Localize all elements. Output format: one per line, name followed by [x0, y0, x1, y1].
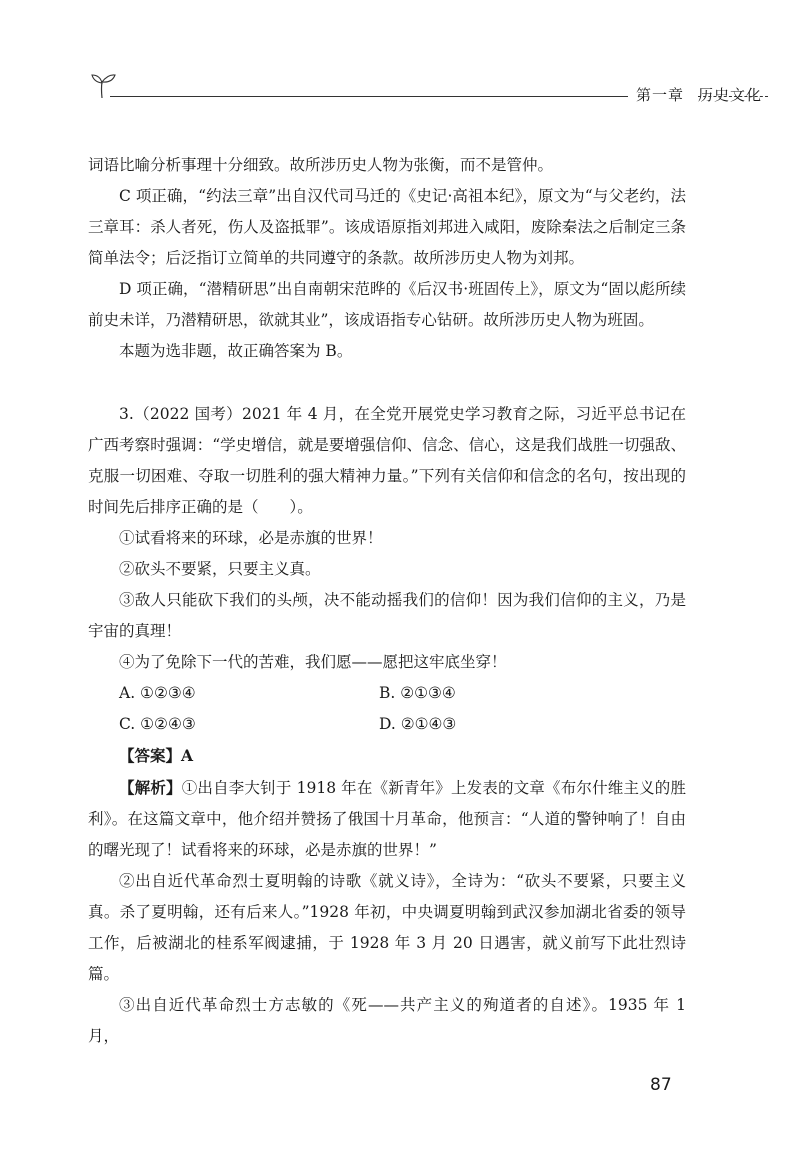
- option-a: A. ①②③④: [119, 684, 196, 702]
- analysis-label: 【解析】: [119, 778, 182, 797]
- chapter-title: [636, 84, 762, 105]
- header-rule-right: [698, 96, 768, 97]
- options-row: [88, 709, 686, 740]
- analysis-text: ①出自李大钊于 1918 年在《新青年》上发表的文章《布尔什维主义的胜利》。在这篇文章中，他介绍并赞扬了俄国十月革命，他预言：“人道的警钟响了！自由的曙光现了！试看将来的环球，必是赤旗的世界！”: [88, 779, 686, 859]
- statement-item: ①试看将来的环球，必是赤旗的世界！: [119, 529, 383, 547]
- statement-item: ②砍头不要紧，只要主义真。: [119, 560, 321, 578]
- paragraph: D 项正确，“潜精研思”出自南朝宋范晔的《后汉书·班固传上》，原文为“固以彪所续前史未详，乃潜精研思，欲就其业”，该成语指专心钻研。故所涉历史人物为班固。: [88, 280, 686, 329]
- paragraph: 本题为选非题，故正确答案为 B。: [119, 342, 353, 360]
- statement-item: ④为了免除下一代的苦难，我们愿——愿把这牢底坐穿！: [119, 653, 507, 671]
- answer-label: 【答案】: [119, 746, 182, 765]
- chapter-section: 历史文化: [698, 86, 763, 104]
- page-number: 87: [650, 1075, 672, 1095]
- analysis-paragraph: [88, 772, 686, 866]
- paragraph: 词语比喻分析事理十分细致。故所涉历史人物为张衡，而不是管仲。: [88, 156, 554, 174]
- paragraph: C 项正确，“约法三章”出自汉代司马迁的《史记·高祖本纪》，原文为“与父老约，法三章耳：杀人者死，伤人及盗抵罪”。该成语原指刘邦进入咸阳，废除秦法之后制定三条简单法令；后泛指订立简单的共同遵守的条款。故所涉历史人物为刘邦。: [88, 187, 686, 267]
- chapter-number: 第一章: [636, 86, 685, 104]
- option-b: B. ②①③④: [379, 684, 456, 702]
- options-row: [88, 678, 686, 709]
- page-header: [88, 70, 768, 110]
- option-c: C. ①②④③: [119, 715, 196, 733]
- statement-item: ③敌人只能砍下我们的头颅，决不能动摇我们的信仰！因为我们信仰的主义，乃是宇宙的真理！: [88, 591, 686, 640]
- answer-value: A: [181, 746, 194, 765]
- question-stem: 3.（2022 国考）2021 年 4 月，在全党开展党史学习教育之际，习近平总书记在广西考察时强调：“学史增信，就是要增强信仰、信念、信心，这是我们战胜一切强敌、克服一切困难、夺取一切胜利的强大精神力量。”下列有关信仰和信念的名句，按出现的时间先后排序正确的是（ ）。: [88, 405, 686, 516]
- header-rule: [110, 96, 628, 97]
- answer-line: [88, 740, 686, 772]
- analysis-paragraph: ②出自近代革命烈士夏明翰的诗歌《就义诗》，全诗为：“砍头不要紧，只要主义真。杀了夏明翰，还有后来人。”1928 年初，中央调夏明翰到武汉参加湖北省委的领导工作，后被湖北的桂系军阀逮捕，于 1928 年 3 月 20 日遇害，就义前写下此壮烈诗篇。: [88, 872, 686, 983]
- page-content: [88, 150, 686, 1052]
- option-d: D. ②①④③: [379, 715, 457, 733]
- spacer: [88, 367, 686, 399]
- analysis-paragraph: ③出自近代革命烈士方志敏的《死——共产主义的殉道者的自述》。1935 年 1 月，: [88, 996, 686, 1045]
